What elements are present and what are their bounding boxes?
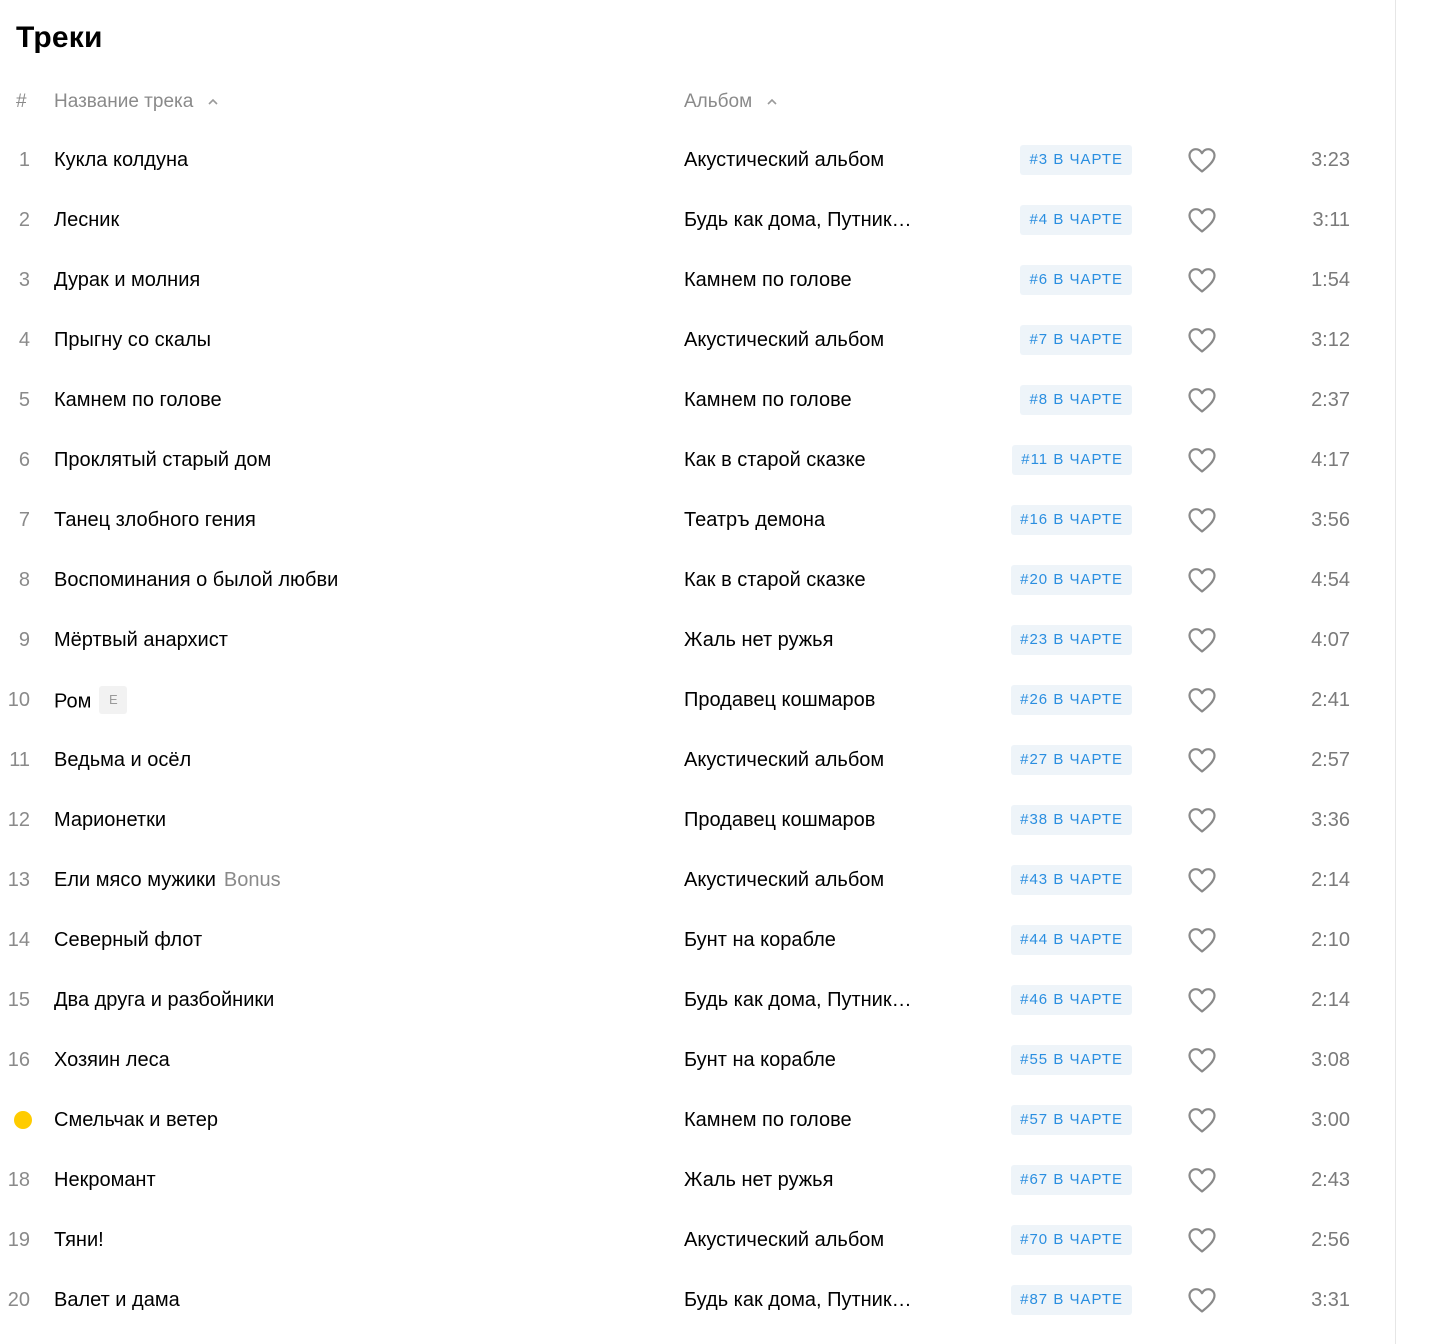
track-duration: 3:56: [1311, 509, 1350, 531]
heart-icon[interactable]: [1186, 1286, 1218, 1314]
track-row[interactable]: [0, 670, 1396, 730]
heart-icon[interactable]: [1186, 506, 1218, 534]
heart-icon[interactable]: [1186, 146, 1218, 174]
track-title[interactable]: [54, 328, 211, 352]
track-duration: 2:43: [1311, 1169, 1350, 1191]
header-title-label: Название трека: [54, 91, 194, 112]
track-album-link[interactable]: Камнем по голове: [684, 389, 852, 411]
track-number: 7: [18, 509, 30, 531]
track-title[interactable]: [54, 508, 256, 532]
track-number: 15: [7, 989, 30, 1011]
track-title-text: Мёртвый анархист: [54, 629, 228, 651]
heart-icon[interactable]: [1186, 986, 1218, 1014]
track-title[interactable]: [54, 628, 228, 652]
track-album-link[interactable]: Как в старой сказке: [684, 449, 866, 471]
chart-position-badge[interactable]: #46 В ЧАРТЕ: [1011, 985, 1132, 1015]
heart-icon[interactable]: [1186, 806, 1218, 834]
track-title-text: Марионетки: [54, 809, 167, 831]
track-duration: 3:11: [1312, 209, 1350, 231]
track-number: 14: [7, 929, 30, 951]
track-title-text: Тяни!: [54, 1229, 104, 1251]
chart-position-badge[interactable]: #70 В ЧАРТЕ: [1011, 1225, 1132, 1255]
heart-icon[interactable]: [1186, 626, 1218, 654]
header-number: #: [16, 91, 27, 112]
track-number: 20: [7, 1289, 30, 1311]
heart-icon[interactable]: [1186, 1166, 1218, 1194]
track-album-link[interactable]: Акустический альбом: [684, 869, 885, 891]
chart-position-badge[interactable]: #23 В ЧАРТЕ: [1011, 625, 1132, 655]
chevron-up-icon: [207, 96, 219, 108]
track-title[interactable]: [54, 1108, 218, 1132]
track-row[interactable]: [0, 1030, 1396, 1090]
track-title-text: Северный флот: [54, 929, 203, 951]
track-title[interactable]: [54, 688, 127, 716]
track-duration: 3:31: [1311, 1289, 1350, 1311]
track-title[interactable]: [54, 148, 188, 172]
track-duration: 1:54: [1311, 269, 1350, 291]
track-album-link[interactable]: Будь как дома, Путник…: [684, 1289, 912, 1311]
track-album-link[interactable]: Камнем по голове: [684, 1109, 852, 1131]
track-duration: 3:23: [1311, 149, 1350, 171]
track-title-text: Кукла колдуна: [54, 149, 189, 171]
track-album-link[interactable]: Акустический альбом: [684, 749, 885, 771]
track-album-link[interactable]: Как в старой сказке: [684, 569, 866, 591]
track-title-text: Ведьма и осёл: [54, 749, 192, 771]
track-row[interactable]: [0, 310, 1396, 370]
track-title-text: Ром: [54, 690, 92, 713]
heart-icon[interactable]: [1186, 1226, 1218, 1254]
track-duration: 2:14: [1311, 989, 1350, 1011]
track-album-link[interactable]: Бунт на корабле: [684, 929, 836, 951]
track-album-link[interactable]: Акустический альбом: [684, 1229, 885, 1251]
chart-position-badge[interactable]: #6 В ЧАРТЕ: [1020, 265, 1132, 295]
track-number: 9: [18, 629, 30, 651]
track-title-text: Проклятый старый дом: [54, 449, 272, 471]
track-row[interactable]: [0, 130, 1396, 190]
chart-position-badge[interactable]: #4 В ЧАРТЕ: [1020, 205, 1132, 235]
track-number: 12: [7, 809, 30, 831]
track-row[interactable]: [0, 910, 1396, 970]
track-duration: 3:00: [1311, 1109, 1350, 1131]
track-row[interactable]: [0, 490, 1396, 550]
chart-position-badge[interactable]: #27 В ЧАРТЕ: [1011, 745, 1132, 775]
track-title-text: Танец злобного гения: [54, 509, 256, 531]
track-number: 16: [7, 1049, 30, 1071]
track-album-link[interactable]: Будь как дома, Путник…: [684, 989, 912, 1011]
track-title-text: Ели мясо мужики: [54, 869, 216, 891]
chart-position-badge[interactable]: #44 В ЧАРТЕ: [1011, 925, 1132, 955]
heart-icon[interactable]: [1186, 746, 1218, 774]
track-album-link[interactable]: Акустический альбом: [684, 149, 885, 171]
track-title-text: Воспоминания о былой любви: [54, 569, 339, 591]
chart-position-badge[interactable]: #8 В ЧАРТЕ: [1020, 385, 1132, 415]
chart-position-badge[interactable]: #55 В ЧАРТЕ: [1011, 1045, 1132, 1075]
track-number: 2: [18, 209, 30, 231]
heart-icon[interactable]: [1186, 866, 1218, 894]
track-row[interactable]: [0, 550, 1396, 610]
heart-icon[interactable]: [1186, 386, 1218, 414]
track-duration: 3:12: [1311, 329, 1350, 351]
track-duration: 2:41: [1311, 689, 1350, 711]
chart-position-badge[interactable]: #16 В ЧАРТЕ: [1011, 505, 1132, 535]
track-duration: 3:08: [1311, 1049, 1350, 1071]
track-title[interactable]: [54, 868, 281, 892]
track-number: 8: [18, 569, 30, 591]
track-album-link[interactable]: Продавец кошмаров: [684, 689, 876, 711]
track-row[interactable]: [0, 430, 1396, 490]
track-title-text: Лесник: [54, 209, 120, 231]
heart-icon[interactable]: [1186, 1106, 1218, 1134]
track-title-text: Камнем по голове: [54, 389, 222, 411]
track-duration: 4:54: [1311, 569, 1350, 591]
track-album-link[interactable]: Жаль нет ружья: [684, 1169, 834, 1191]
heart-icon[interactable]: [1186, 926, 1218, 954]
chart-position-badge[interactable]: #26 В ЧАРТЕ: [1011, 685, 1132, 715]
track-title[interactable]: [54, 988, 274, 1012]
track-number: 6: [18, 449, 30, 471]
track-title[interactable]: [54, 208, 119, 232]
chart-position-badge[interactable]: #20 В ЧАРТЕ: [1011, 565, 1132, 595]
track-row[interactable]: [0, 790, 1396, 850]
track-duration: 2:57: [1311, 749, 1350, 771]
track-album-link[interactable]: Акустический альбом: [684, 329, 885, 351]
track-title[interactable]: [54, 568, 338, 592]
track-row[interactable]: [0, 1150, 1396, 1210]
track-title-text: Дурак и молния: [54, 269, 201, 291]
sort-by-album-button[interactable]: [684, 91, 778, 113]
chart-position-badge[interactable]: #3 В ЧАРТЕ: [1020, 145, 1132, 175]
tracks-table-header: [0, 82, 1396, 122]
chart-position-badge[interactable]: #11 В ЧАРТЕ: [1012, 445, 1132, 475]
heart-icon[interactable]: [1186, 326, 1218, 354]
track-row[interactable]: [0, 610, 1396, 670]
track-row[interactable]: [0, 250, 1396, 310]
chart-position-badge[interactable]: #38 В ЧАРТЕ: [1011, 805, 1132, 835]
track-number: 1: [18, 149, 30, 171]
track-duration: 4:07: [1311, 629, 1350, 651]
track-album-link[interactable]: Камнем по голове: [684, 269, 852, 291]
track-album-link[interactable]: Продавец кошмаров: [684, 809, 876, 831]
track-number: 13: [7, 869, 30, 891]
track-version: Bonus: [223, 869, 281, 891]
track-title[interactable]: [54, 1228, 104, 1252]
chart-position-badge[interactable]: #87 В ЧАРТЕ: [1011, 1285, 1132, 1315]
heart-icon[interactable]: [1186, 1046, 1218, 1074]
track-title[interactable]: [54, 1168, 156, 1192]
track-title[interactable]: [54, 1288, 180, 1312]
heart-icon[interactable]: [1186, 446, 1218, 474]
sort-by-title-button[interactable]: [54, 91, 219, 113]
heart-icon[interactable]: [1186, 206, 1218, 234]
track-row[interactable]: [0, 1090, 1396, 1150]
track-title[interactable]: [54, 268, 200, 292]
track-number: 11: [9, 749, 30, 771]
header-album-label: Альбом: [684, 91, 753, 112]
track-title[interactable]: [54, 748, 191, 772]
track-title-text: Валет и дама: [54, 1289, 180, 1311]
track-row[interactable]: [0, 730, 1396, 790]
chart-position-badge[interactable]: #7 В ЧАРТЕ: [1020, 325, 1132, 355]
chevron-up-icon: [766, 96, 778, 108]
track-duration: 2:10: [1311, 929, 1350, 951]
now-playing-indicator[interactable]: [14, 1111, 32, 1129]
track-duration: 2:14: [1311, 869, 1350, 891]
track-row[interactable]: [0, 190, 1396, 250]
track-album-link[interactable]: Театръ демона: [684, 509, 826, 531]
chart-position-badge[interactable]: #67 В ЧАРТЕ: [1011, 1165, 1132, 1195]
track-title[interactable]: [54, 448, 271, 472]
track-title-text: Прыгну со скалы: [54, 329, 212, 351]
track-row[interactable]: [0, 850, 1396, 910]
page-title: Треки: [16, 21, 103, 54]
track-list: [0, 130, 1396, 1330]
track-number: 3: [18, 269, 30, 291]
track-number: 18: [7, 1169, 30, 1191]
track-duration: 4:17: [1311, 449, 1350, 471]
heart-icon[interactable]: [1186, 266, 1218, 294]
track-title-text: Смельчак и ветер: [54, 1109, 219, 1131]
track-duration: 2:56: [1311, 1229, 1350, 1251]
track-title[interactable]: [54, 388, 222, 412]
track-number: 19: [7, 1229, 30, 1251]
track-album-link[interactable]: Будь как дома, Путник…: [684, 209, 912, 231]
track-number: 5: [18, 389, 30, 411]
track-number: 10: [7, 689, 30, 711]
heart-icon[interactable]: [1186, 566, 1218, 594]
heart-icon[interactable]: [1186, 686, 1218, 714]
track-album-link[interactable]: Бунт на корабле: [684, 1049, 836, 1071]
track-title[interactable]: [54, 928, 202, 952]
track-album-link[interactable]: Жаль нет ружья: [684, 629, 834, 651]
track-row[interactable]: [0, 970, 1396, 1030]
track-duration: 3:36: [1311, 809, 1350, 831]
track-title[interactable]: [54, 808, 166, 832]
track-title[interactable]: [54, 1048, 170, 1072]
chart-position-badge[interactable]: #57 В ЧАРТЕ: [1011, 1105, 1132, 1135]
track-title-text: Два друга и разбойники: [54, 989, 275, 1011]
track-row[interactable]: [0, 370, 1396, 430]
chart-position-badge[interactable]: #43 В ЧАРТЕ: [1011, 865, 1132, 895]
explicit-badge: E: [99, 686, 127, 714]
track-duration: 2:37: [1311, 389, 1350, 411]
track-row[interactable]: [0, 1270, 1396, 1330]
track-title-text: Некромант: [54, 1169, 156, 1191]
track-row[interactable]: [0, 1210, 1396, 1270]
track-number: 4: [18, 329, 30, 351]
track-title-text: Хозяин леса: [54, 1049, 170, 1071]
